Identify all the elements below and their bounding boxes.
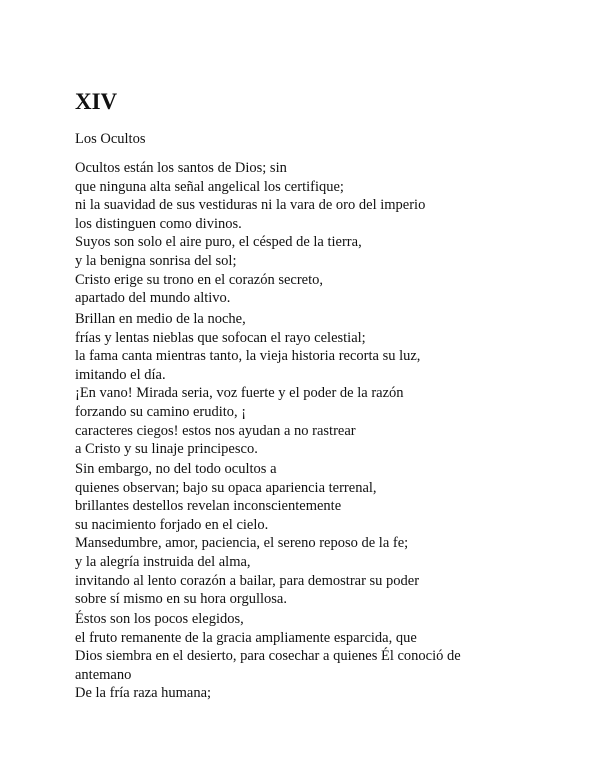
poem-line: Mansedumbre, amor, paciencia, el sereno reposo de la fe; (75, 535, 409, 552)
poem-line: apartado del mundo altivo. (75, 290, 231, 307)
stanza (75, 610, 575, 703)
poem-line: sobre sí mismo en su hora orgullosa. (75, 591, 287, 608)
poem-line: ni la suavidad de sus vestiduras ni la vara de oro del imperio (75, 197, 426, 214)
poem-line: su nacimiento forjado en el cielo. (75, 516, 269, 533)
stanza (75, 310, 575, 459)
poem-line: Éstos son los pocos elegidos, (75, 611, 244, 627)
poem-line: quienes observan; bajo su opaca apariencia terrenal, (75, 479, 377, 496)
poem-line: brillantes destellos revelan inconscientemente (75, 498, 342, 515)
poem-line: invitando al lento corazón a bailar, para demostrar su poder (75, 572, 420, 589)
poem-line: los distinguen como divinos. (75, 215, 242, 232)
poem-line: Dios siembra en el desierto, para cosechar a quienes Él conoció de (75, 648, 461, 665)
poem-line: De la fría raza humana; (75, 685, 212, 702)
poem-line: antemano (75, 666, 132, 683)
poem-line: ¡En vano! Mirada seria, voz fuerte y el poder de la razón (75, 385, 404, 402)
stanza (75, 460, 575, 609)
poem-line: caracteres ciegos! estos nos ayudan a no rastrear (75, 422, 356, 439)
poem-line: a Cristo y su linaje principesco. (75, 441, 258, 458)
poem-line: el fruto remanente de la gracia ampliamente esparcida, que (75, 629, 417, 646)
poem-line: que ninguna alta señal angelical los certifique; (75, 178, 344, 195)
poem-line: imitando el día. (75, 366, 166, 383)
poem-line: Cristo erige su trono en el corazón secreto, (75, 271, 324, 288)
poem-line: forzando su camino erudito, ¡ (75, 403, 247, 420)
chapter-heading: XIV (75, 89, 118, 114)
poem-line: Sin embargo, no del todo ocultos a (75, 461, 277, 477)
poem-line: y la alegría instruida del alma, (75, 553, 251, 570)
stanza (75, 159, 575, 308)
poem-line: Brillan en medio de la noche, (75, 311, 246, 327)
poem-title: Los Ocultos (75, 131, 146, 147)
poem-line: Suyos son solo el aire puro, el césped de la tierra, (75, 234, 362, 251)
poem-line: Ocultos están los santos de Dios; sin (75, 160, 287, 176)
poem-line: y la benigna sonrisa del sol; (75, 252, 237, 269)
poem-line: frías y lentas nieblas que sofocan el rayo celestial; (75, 329, 366, 346)
poem-line: la fama canta mientras tanto, la vieja historia recorta su luz, (75, 348, 421, 365)
